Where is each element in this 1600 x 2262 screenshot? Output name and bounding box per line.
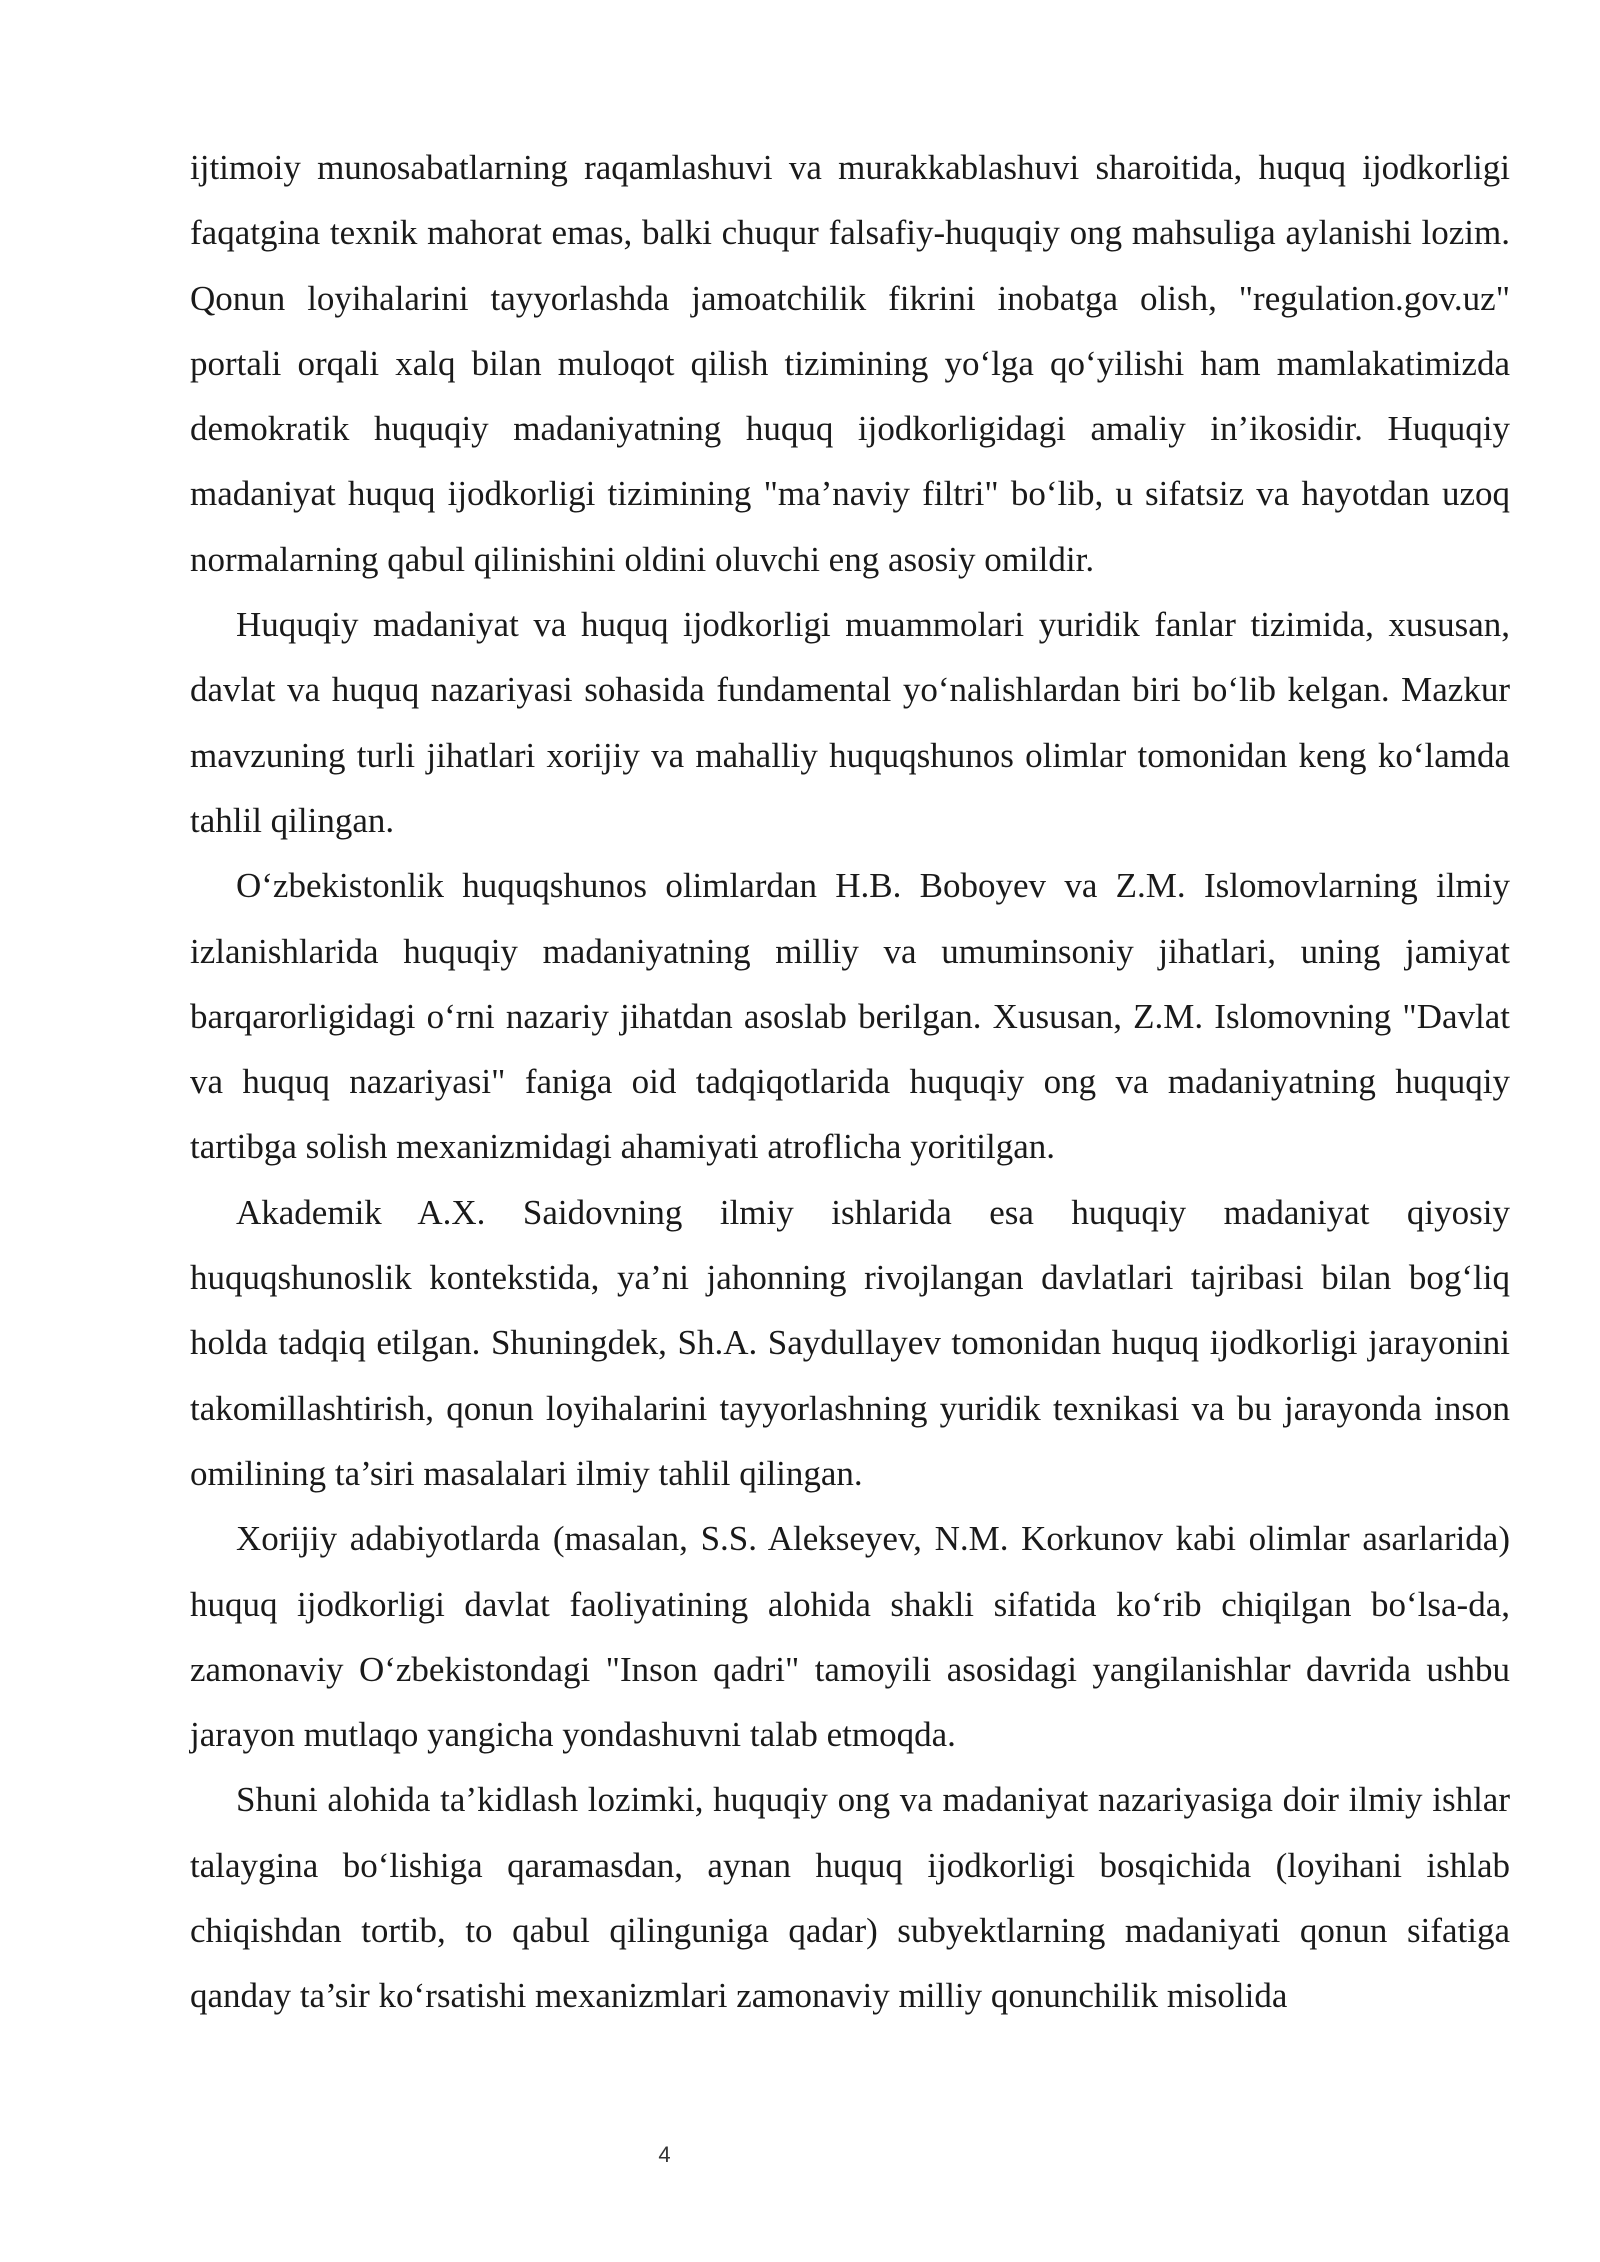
paragraph-4: Akademik A.X. Saidovning ilmiy ishlarida esa huquqiy madaniyat qiyosiy huquqshunoslik kontekstida, ya’ni jahonning rivojlangan davlatlari tajribasi bilan bog‘liq holda tadqiq etilgan. Shuningdek, Sh.A. Saydullayev tomonidan huquq ijodkorligi jarayonini takomillashtirish, qonun loyihalarini tayyorlashning yuridik texnikasi va bu jarayonda inson omilining ta’siri masalalari ilmiy tahlil qilingan.: [190, 1192, 1510, 1493]
paragraph-1: ijtimoiy munosabatlarning raqamlashuvi va murakkablashuvi sharoitida, huquq ijodkorligi faqatgina texnik mahorat emas, balki chuqur falsafiy-huquqiy ong mahsuliga aylanishi lozim. Qonun loyihalarini tayyorlashda jamoatchilik fikrini inobatga olish, "regulation.gov.uz" portali orqali xalq bilan muloqot qilish tizimining yo‘lga qo‘yilishi ham mamlakatimizda demokratik huquqiy madaniyatning huquq ijodkorligidagi amaliy in’ikosidir. Huquqiy madaniyat huquq ijodkorligi tizimining "ma’naviy filtri" bo‘lib, u sifatsiz va hayotdan uzoq normalarning qabul qilinishini oldini oluvchi eng asosiy omildir.: [190, 148, 1510, 579]
paragraph-3: O‘zbekistonlik huquqshunos olimlardan H.B. Boboyev va Z.M. Islomovlarning ilmiy izlanishlarida huquqiy madaniyatning milliy va umuminsoniy jihatlari, uning jamiyat barqarorligidagi o‘rni nazariy jihatdan asoslab berilgan. Xususan, Z.M. Islomovning "Davlat va huquq nazariyasi" faniga oid tadqiqotlarida huquqiy ong va madaniyatning huquqiy tartibga solish mexanizmidagi ahamiyati atroflicha yoritilgan.: [190, 866, 1510, 1167]
paragraph-6: Shuni alohida ta’kidlash lozimki, huquqiy ong va madaniyat nazariyasiga doir ilmiy ishlar talaygina bo‘lishiga qaramasdan, aynan huquq ijodkorligi bosqichida (loyihani ishlab chiqishdan tortib, to qabul qilinguniga qadar) subyektlarning madaniyati qonun sifatiga qanday ta’sir ko‘rsatishi mexanizmlari zamonaviy milliy qonunchilik misolida: [190, 1780, 1510, 2016]
paragraph-5: Xorijiy adabiyotlarda (masalan, S.S. Alekseyev, N.M. Korkunov kabi olimlar asarlarida) huquq ijodkorligi davlat faoliyatining alohida shakli sifatida ko‘rib chiqilgan bo‘lsa-da, zamonaviy O‘zbekistondagi "Inson qadri" tamoyili asosidagi yangilanishlar davrida ushbu jarayon mutlaqo yangicha yondashuvni talab etmoqda.: [190, 1519, 1510, 1755]
body-text: [190, 135, 1510, 2029]
page-number: 4: [658, 2142, 671, 2167]
paragraph-2: Huquqiy madaniyat va huquq ijodkorligi muammolari yuridik fanlar tizimida, xususan, davlat va huquq nazariyasi sohasida fundamental yo‘nalishlardan biri bo‘lib kelgan. Mazkur mavzuning turli jihatlari xorijiy va mahalliy huquqshunos olimlar tomonidan keng ko‘lamda tahlil qilingan.: [190, 605, 1510, 840]
